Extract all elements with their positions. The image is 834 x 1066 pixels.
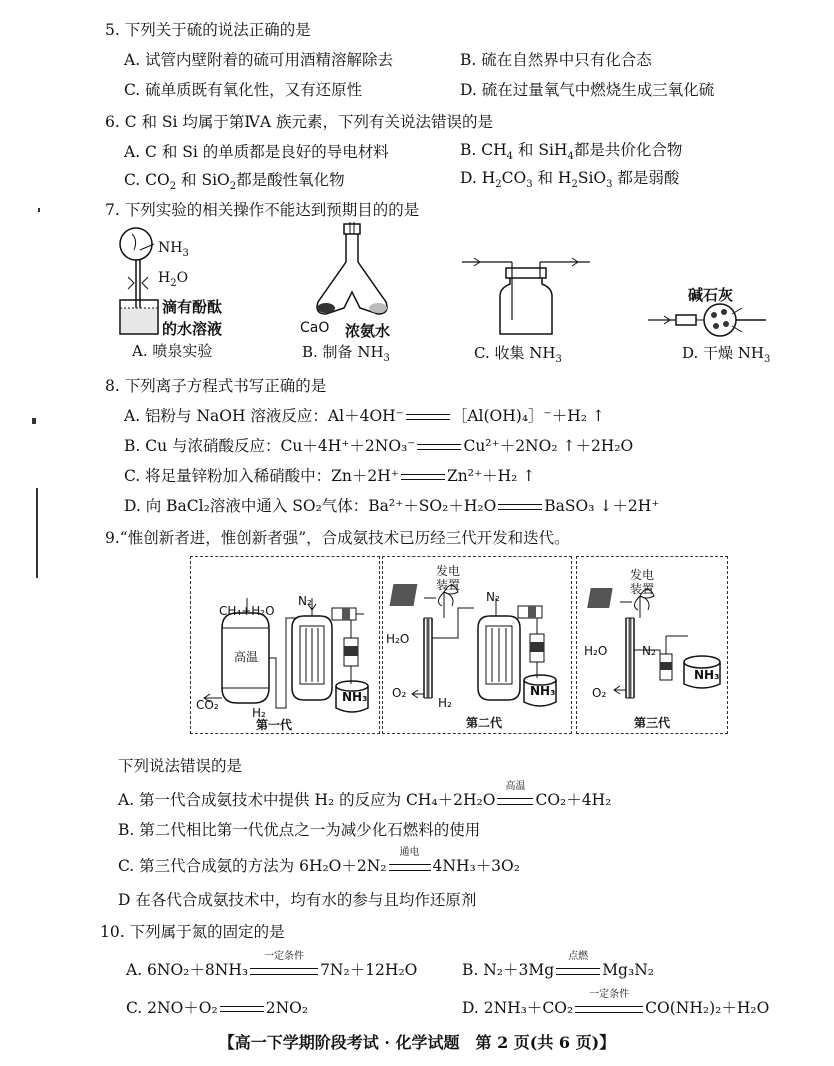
q9-option-d: D 在各代合成氨技术中，均有水的参与且均作还原剂 <box>118 891 477 909</box>
q10-option-c: C. 2NO＋O₂ 2NO₂ <box>126 999 309 1017</box>
y-tube-figure <box>300 222 410 322</box>
q9-sub-stem: 下列说法错误的是 <box>118 757 243 775</box>
gen3-generator-label-1: 发电 <box>630 568 655 582</box>
q6-stem: 6. C 和 Si 均属于第ⅣA 族元素，下列有关说法错误的是 <box>105 113 494 131</box>
gen3-h2o-label: H₂O <box>584 644 608 658</box>
gen3-o2-label: O₂ <box>592 686 607 700</box>
fig-b-ammonia-label: 浓氨水 <box>345 322 391 340</box>
reaction-condition: 通电 <box>389 857 431 875</box>
reaction-condition: 一定条件 <box>250 961 318 979</box>
gen2-generator-label-2: 装置 <box>436 578 461 592</box>
q9-stem: 9.“惟创新者进，惟创新者强”，合成氨技术已历经三代开发和迭代。 <box>105 529 570 547</box>
gen2-h2o-label: H₂O <box>386 632 410 646</box>
reaction-condition: 一定条件 <box>575 999 643 1017</box>
q8-option-a: A. 铝粉与 NaOH 溶液反应：Al＋4OH⁻ ［Al(OH)₄］⁻＋H₂ ↑ <box>124 407 605 425</box>
equals-sign <box>220 1006 264 1012</box>
q5-option-a: A. 试管内壁附着的硫可用酒精溶解除去 <box>124 51 394 69</box>
gen2-o2-label: O₂ <box>392 686 407 700</box>
equals-sign <box>406 414 450 420</box>
fig-b-cao-label: CaO <box>300 320 330 336</box>
q9-option-c: C. 第三代合成氨的方法为 6H₂O＋2N₂ 通电 4NH₃＋3O₂ <box>118 847 520 875</box>
q10-option-b: B. N₂＋3Mg 点燃 Mg₃N₂ <box>462 951 654 979</box>
q5-option-c: C. 硫单质既有氧化性，又有还原性 <box>124 81 363 99</box>
gas-collection-bottle-figure <box>460 250 600 340</box>
gen2-generator-label-1: 发电 <box>436 564 461 578</box>
q10-stem: 10. 下列属于氮的固定的是 <box>100 923 285 941</box>
page-footer: 【高一下学期阶段考试 · 化学试题 第 2 页(共 6 页)】 <box>218 1033 616 1052</box>
equals-sign <box>498 504 542 510</box>
q5-option-d: D. 硫在过量氧气中燃烧生成三氧化硫 <box>460 81 715 99</box>
q6-option-b: B. $CH_4$ 和 SiH$_4$都是共价化合物 <box>460 141 683 163</box>
gen2-nh3-label: NH₃ <box>530 684 556 698</box>
margin-mark <box>38 208 40 212</box>
drying-tube-figure <box>646 300 776 340</box>
q8-option-d: D. 向 BaCl₂溶液中通入 SO₂气体：Ba²⁺＋SO₂＋H₂O BaSO₃ ↓＋2H⁺ <box>124 497 660 515</box>
fig-c-caption: C. 收集 $NH_3$ <box>474 344 562 365</box>
gen1-h2-label: H₂ <box>252 706 266 720</box>
gen3-generator-label-2: 装置 <box>630 582 655 596</box>
q10-option-d: D. 2NH₃＋CO₂ 一定条件 CO(NH₂)₂＋H₂O <box>462 989 770 1017</box>
q6-option-a: A. C 和 Si 的单质都是良好的导电材料 <box>124 143 389 161</box>
gen2-h2-label: H₂ <box>438 696 452 710</box>
fig-a-caption: A. 喷泉实验 <box>132 342 213 360</box>
fig-b-caption: B. 制备 $NH_3$ <box>302 343 390 364</box>
equals-sign <box>401 474 445 480</box>
q10-option-a: A. 6NO₂＋8NH₃ 一定条件 7N₂＋12H₂O <box>126 951 418 979</box>
q6-option-c: C. $CO_2$ 和 SiO$_2$都是酸性氧化物 <box>124 171 345 193</box>
fig-a-liquid-label-1: 滴有酚酞 <box>162 298 223 316</box>
gen2-apparatus <box>384 558 570 730</box>
q7-stem: 7. 下列实验的相关操作不能达到预期目的的是 <box>105 201 420 219</box>
q9-option-b: B. 第二代相比第一代优点之一为减少化石燃料的使用 <box>118 821 481 839</box>
gen1-apparatus <box>192 558 378 730</box>
fig-d-sodalime-label: 碱石灰 <box>688 286 734 304</box>
gen1-n2-label: N₂ <box>298 594 312 608</box>
gen1-co2-label: CO₂ <box>196 698 219 712</box>
gen2-caption: 第二代 <box>466 716 503 730</box>
reaction-condition: 点燃 <box>556 961 600 979</box>
q5-stem: 5. 下列关于硫的说法正确的是 <box>105 21 311 39</box>
fig-d-caption: D. 干燥 $NH_3$ <box>682 344 771 365</box>
q5-option-b: B. 硫在自然界中只有化合态 <box>460 51 652 69</box>
gen3-caption: 第三代 <box>634 716 671 730</box>
fig-a-liquid-label-2: 的水溶液 <box>162 320 223 338</box>
q8-stem: 8. 下列离子方程式书写正确的是 <box>105 377 327 395</box>
q8-option-c: C. 将足量锌粉加入稀硝酸中：Zn＋2H⁺ Zn²⁺＋H₂ ↑ <box>124 467 536 485</box>
fig-a-h2o-label: $H_2O$ <box>158 270 189 289</box>
gen1-caption: 第一代 <box>256 718 293 732</box>
gen2-n2-label: N₂ <box>486 590 500 604</box>
margin-mark <box>36 488 38 578</box>
equals-sign <box>417 444 461 450</box>
q6-option-d: D. $H_2CO_3$ 和 $H_2SiO_3$ 都是弱酸 <box>460 169 680 191</box>
margin-mark <box>32 418 36 424</box>
gen1-feed-label: CH₄+H₂O <box>219 604 275 618</box>
gen3-n2-label: N₂ <box>642 644 656 658</box>
gen1-nh3-label: NH₃ <box>342 690 368 704</box>
q9-option-a: A. 第一代合成氨技术中提供 H₂ 的反应为 CH₄＋2H₂O 高温 CO₂＋4H₂ <box>118 781 612 809</box>
q8-option-b: B. Cu 与浓硝酸反应：Cu＋4H⁺＋2NO₃⁻ Cu²⁺＋2NO₂ ↑＋2H₂O <box>124 437 634 455</box>
gen3-nh3-label: NH₃ <box>694 668 720 682</box>
gen1-reactor-label: 高温 <box>234 650 259 664</box>
reaction-condition: 高温 <box>497 791 533 809</box>
fig-a-nh3-label: $NH_3$ <box>158 240 189 259</box>
